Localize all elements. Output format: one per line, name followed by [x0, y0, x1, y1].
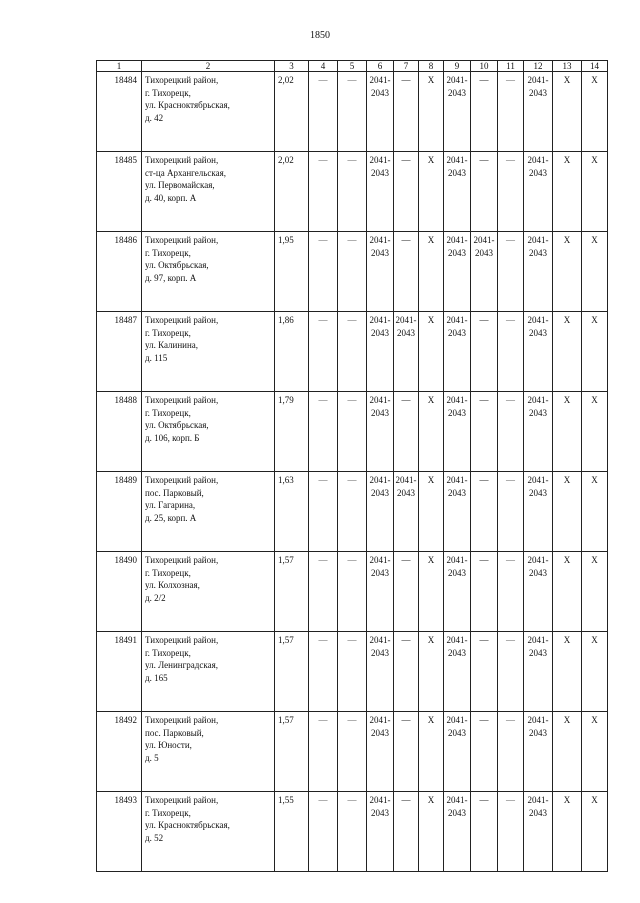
address-line: ул. Красноктябрьская, — [145, 820, 230, 830]
cell-col-5: — — [338, 552, 367, 632]
cell-col-5: — — [338, 72, 367, 152]
column-header: 12 — [524, 61, 553, 72]
table-row — [97, 472, 608, 552]
cell-col-10: 2041- 2043 — [471, 232, 498, 312]
address-line: д. 52 — [145, 832, 164, 843]
cell-col-11: — — [498, 232, 524, 312]
cell-col-4: — — [309, 152, 338, 232]
cell-col-14: X — [582, 392, 608, 472]
column-header: 6 — [367, 61, 394, 72]
column-header: 9 — [444, 61, 471, 72]
address-line: г. Тихорецк, — [145, 247, 191, 258]
cell-col-5: — — [338, 312, 367, 392]
cell-col-10: — — [471, 472, 498, 552]
value-cell: 1,79 — [275, 392, 309, 472]
cell-col-9: 2041- 2043 — [444, 472, 471, 552]
cell-col-9: 2041- 2043 — [444, 712, 471, 792]
address-line: д. 165 — [145, 672, 168, 683]
address-line: г. Тихорецк, — [145, 327, 191, 338]
value-cell: 2,02 — [275, 72, 309, 152]
cell-col-6: 2041- 2043 — [367, 152, 394, 232]
value-cell: 1,57 — [275, 632, 309, 712]
column-header: 8 — [419, 61, 444, 72]
address-line: Тихорецкий район, — [145, 795, 219, 805]
cell-col-4: — — [309, 552, 338, 632]
cell-col-5: — — [338, 152, 367, 232]
cell-col-12: 2041- 2043 — [524, 552, 553, 632]
cell-col-8: X — [419, 232, 444, 312]
address-line: г. Тихорецк, — [145, 647, 191, 658]
address-cell — [142, 472, 275, 552]
address-line: ул. Октябрьская, — [145, 420, 209, 430]
column-header: 2 — [142, 61, 275, 72]
address-line: д. 5 — [145, 752, 159, 763]
address-cell — [142, 232, 275, 312]
cell-col-4: — — [309, 232, 338, 312]
address-cell — [142, 712, 275, 792]
cell-col-11: — — [498, 712, 524, 792]
cell-col-11: — — [498, 472, 524, 552]
column-header: 4 — [309, 61, 338, 72]
address-line: ул. Калинина, — [145, 340, 199, 350]
cell-col-5: — — [338, 392, 367, 472]
column-header: 7 — [394, 61, 419, 72]
address-line: г. Тихорецк, — [145, 407, 191, 418]
cell-col-7: — — [394, 632, 419, 712]
address-cell — [142, 312, 275, 392]
cell-col-6: 2041- 2043 — [367, 312, 394, 392]
address-line: д. 97, корп. А — [145, 272, 197, 283]
cell-col-10: — — [471, 552, 498, 632]
cell-col-14: X — [582, 472, 608, 552]
cell-col-8: X — [419, 792, 444, 872]
cell-col-4: — — [309, 72, 338, 152]
address-line: ул. Октябрьская, — [145, 260, 209, 270]
header-row — [97, 61, 608, 72]
cell-col-5: — — [338, 472, 367, 552]
cell-col-8: X — [419, 312, 444, 392]
table-row — [97, 152, 608, 232]
address-line: Тихорецкий район, — [145, 475, 219, 485]
record-number: 18485 — [97, 152, 142, 232]
cell-col-7: — — [394, 392, 419, 472]
column-header: 11 — [498, 61, 524, 72]
cell-col-10: — — [471, 152, 498, 232]
cell-col-10: — — [471, 712, 498, 792]
column-header: 14 — [582, 61, 608, 72]
cell-col-13: X — [553, 72, 582, 152]
value-cell: 1,86 — [275, 312, 309, 392]
cell-col-11: — — [498, 392, 524, 472]
cell-col-12: 2041- 2043 — [524, 312, 553, 392]
address-line: ул. Красноктябрьская, — [145, 100, 230, 110]
cell-col-7: — — [394, 72, 419, 152]
address-cell — [142, 152, 275, 232]
cell-col-7: 2041- 2043 — [394, 312, 419, 392]
cell-col-6: 2041- 2043 — [367, 552, 394, 632]
column-header: 5 — [338, 61, 367, 72]
cell-col-13: X — [553, 232, 582, 312]
address-cell — [142, 392, 275, 472]
column-header: 3 — [275, 61, 309, 72]
cell-col-9: 2041- 2043 — [444, 72, 471, 152]
address-line: д. 42 — [145, 112, 164, 123]
record-number: 18491 — [97, 632, 142, 712]
address-line: пос. Парковый, — [145, 487, 204, 498]
record-number: 18492 — [97, 712, 142, 792]
cell-col-4: — — [309, 632, 338, 712]
cell-col-9: 2041- 2043 — [444, 552, 471, 632]
cell-col-7: — — [394, 792, 419, 872]
cell-col-7: 2041- 2043 — [394, 472, 419, 552]
cell-col-4: — — [309, 312, 338, 392]
cell-col-6: 2041- 2043 — [367, 792, 394, 872]
address-cell — [142, 792, 275, 872]
cell-col-12: 2041- 2043 — [524, 392, 553, 472]
value-cell: 1,63 — [275, 472, 309, 552]
address-cell — [142, 72, 275, 152]
cell-col-14: X — [582, 552, 608, 632]
cell-col-13: X — [553, 312, 582, 392]
page-number: 1850 — [310, 30, 330, 41]
cell-col-10: — — [471, 792, 498, 872]
cell-col-14: X — [582, 72, 608, 152]
address-line: д. 106, корп. Б — [145, 432, 200, 443]
cell-col-8: X — [419, 392, 444, 472]
document-table — [96, 60, 608, 872]
cell-col-13: X — [553, 632, 582, 712]
cell-col-8: X — [419, 72, 444, 152]
cell-col-9: 2041- 2043 — [444, 392, 471, 472]
cell-col-5: — — [338, 792, 367, 872]
address-line: ст-ца Архангельская, — [145, 167, 226, 178]
table-row — [97, 392, 608, 472]
address-line: г. Тихорецк, — [145, 87, 191, 98]
cell-col-4: — — [309, 472, 338, 552]
cell-col-5: — — [338, 712, 367, 792]
cell-col-14: X — [582, 712, 608, 792]
cell-col-12: 2041- 2043 — [524, 472, 553, 552]
record-number: 18490 — [97, 552, 142, 632]
table-row — [97, 312, 608, 392]
cell-col-11: — — [498, 312, 524, 392]
address-line: г. Тихорецк, — [145, 567, 191, 578]
table-row — [97, 72, 608, 152]
value-cell: 2,02 — [275, 152, 309, 232]
table-row — [97, 792, 608, 872]
value-cell: 1,95 — [275, 232, 309, 312]
cell-col-13: X — [553, 152, 582, 232]
cell-col-11: — — [498, 152, 524, 232]
table-row — [97, 632, 608, 712]
address-line: пос. Парковый, — [145, 727, 204, 738]
cell-col-7: — — [394, 712, 419, 792]
cell-col-8: X — [419, 152, 444, 232]
cell-col-7: — — [394, 232, 419, 312]
address-line: Тихорецкий район, — [145, 395, 219, 405]
cell-col-12: 2041- 2043 — [524, 232, 553, 312]
column-header: 10 — [471, 61, 498, 72]
cell-col-9: 2041- 2043 — [444, 152, 471, 232]
cell-col-11: — — [498, 792, 524, 872]
cell-col-5: — — [338, 232, 367, 312]
cell-col-7: — — [394, 152, 419, 232]
address-line: ул. Ленинградская, — [145, 660, 218, 670]
value-cell: 1,55 — [275, 792, 309, 872]
address-line: Тихорецкий район, — [145, 635, 219, 645]
cell-col-9: 2041- 2043 — [444, 792, 471, 872]
cell-col-14: X — [582, 152, 608, 232]
address-line: г. Тихорецк, — [145, 807, 191, 818]
cell-col-6: 2041- 2043 — [367, 472, 394, 552]
cell-col-8: X — [419, 712, 444, 792]
cell-col-6: 2041- 2043 — [367, 72, 394, 152]
cell-col-14: X — [582, 312, 608, 392]
address-line: д. 115 — [145, 352, 168, 363]
table-row — [97, 232, 608, 312]
address-line: д. 2/2 — [145, 592, 166, 603]
cell-col-10: — — [471, 72, 498, 152]
cell-col-6: 2041- 2043 — [367, 712, 394, 792]
cell-col-9: 2041- 2043 — [444, 232, 471, 312]
cell-col-8: X — [419, 632, 444, 712]
cell-col-12: 2041- 2043 — [524, 632, 553, 712]
address-line: д. 40, корп. А — [145, 192, 197, 203]
cell-col-12: 2041- 2043 — [524, 72, 553, 152]
cell-col-13: X — [553, 792, 582, 872]
address-line: Тихорецкий район, — [145, 235, 219, 245]
column-header: 1 — [97, 61, 142, 72]
cell-col-4: — — [309, 792, 338, 872]
record-number: 18484 — [97, 72, 142, 152]
cell-col-13: X — [553, 712, 582, 792]
cell-col-8: X — [419, 472, 444, 552]
cell-col-14: X — [582, 632, 608, 712]
record-number: 18486 — [97, 232, 142, 312]
cell-col-14: X — [582, 232, 608, 312]
cell-col-12: 2041- 2043 — [524, 152, 553, 232]
record-number: 18488 — [97, 392, 142, 472]
cell-col-14: X — [582, 792, 608, 872]
cell-col-4: — — [309, 392, 338, 472]
cell-col-12: 2041- 2043 — [524, 712, 553, 792]
address-line: ул. Первомайская, — [145, 180, 215, 190]
cell-col-10: — — [471, 312, 498, 392]
cell-col-8: X — [419, 552, 444, 632]
address-line: ул. Юности, — [145, 740, 192, 750]
cell-col-10: — — [471, 392, 498, 472]
document-table-wrapper — [96, 60, 608, 872]
cell-col-6: 2041- 2043 — [367, 392, 394, 472]
cell-col-9: 2041- 2043 — [444, 312, 471, 392]
record-number: 18489 — [97, 472, 142, 552]
value-cell: 1,57 — [275, 552, 309, 632]
address-line: Тихорецкий район, — [145, 715, 219, 725]
cell-col-13: X — [553, 472, 582, 552]
address-line: Тихорецкий район, — [145, 555, 219, 565]
address-line: Тихорецкий район, — [145, 315, 219, 325]
cell-col-13: X — [553, 552, 582, 632]
cell-col-7: — — [394, 552, 419, 632]
table-body — [97, 72, 608, 872]
cell-col-6: 2041- 2043 — [367, 232, 394, 312]
cell-col-11: — — [498, 72, 524, 152]
cell-col-5: — — [338, 632, 367, 712]
cell-col-11: — — [498, 632, 524, 712]
cell-col-11: — — [498, 552, 524, 632]
record-number: 18493 — [97, 792, 142, 872]
cell-col-4: — — [309, 712, 338, 792]
address-line: ул. Колхозная, — [145, 580, 200, 590]
address-cell — [142, 552, 275, 632]
column-header: 13 — [553, 61, 582, 72]
address-line: Тихорецкий район, — [145, 155, 219, 165]
value-cell: 1,57 — [275, 712, 309, 792]
cell-col-13: X — [553, 392, 582, 472]
record-number: 18487 — [97, 312, 142, 392]
table-row — [97, 552, 608, 632]
address-line: Тихорецкий район, — [145, 75, 219, 85]
cell-col-9: 2041- 2043 — [444, 632, 471, 712]
cell-col-6: 2041- 2043 — [367, 632, 394, 712]
cell-col-12: 2041- 2043 — [524, 792, 553, 872]
address-line: ул. Гагарина, — [145, 500, 196, 510]
address-line: д. 25, корп. А — [145, 512, 197, 523]
table-row — [97, 712, 608, 792]
cell-col-10: — — [471, 632, 498, 712]
address-cell — [142, 632, 275, 712]
